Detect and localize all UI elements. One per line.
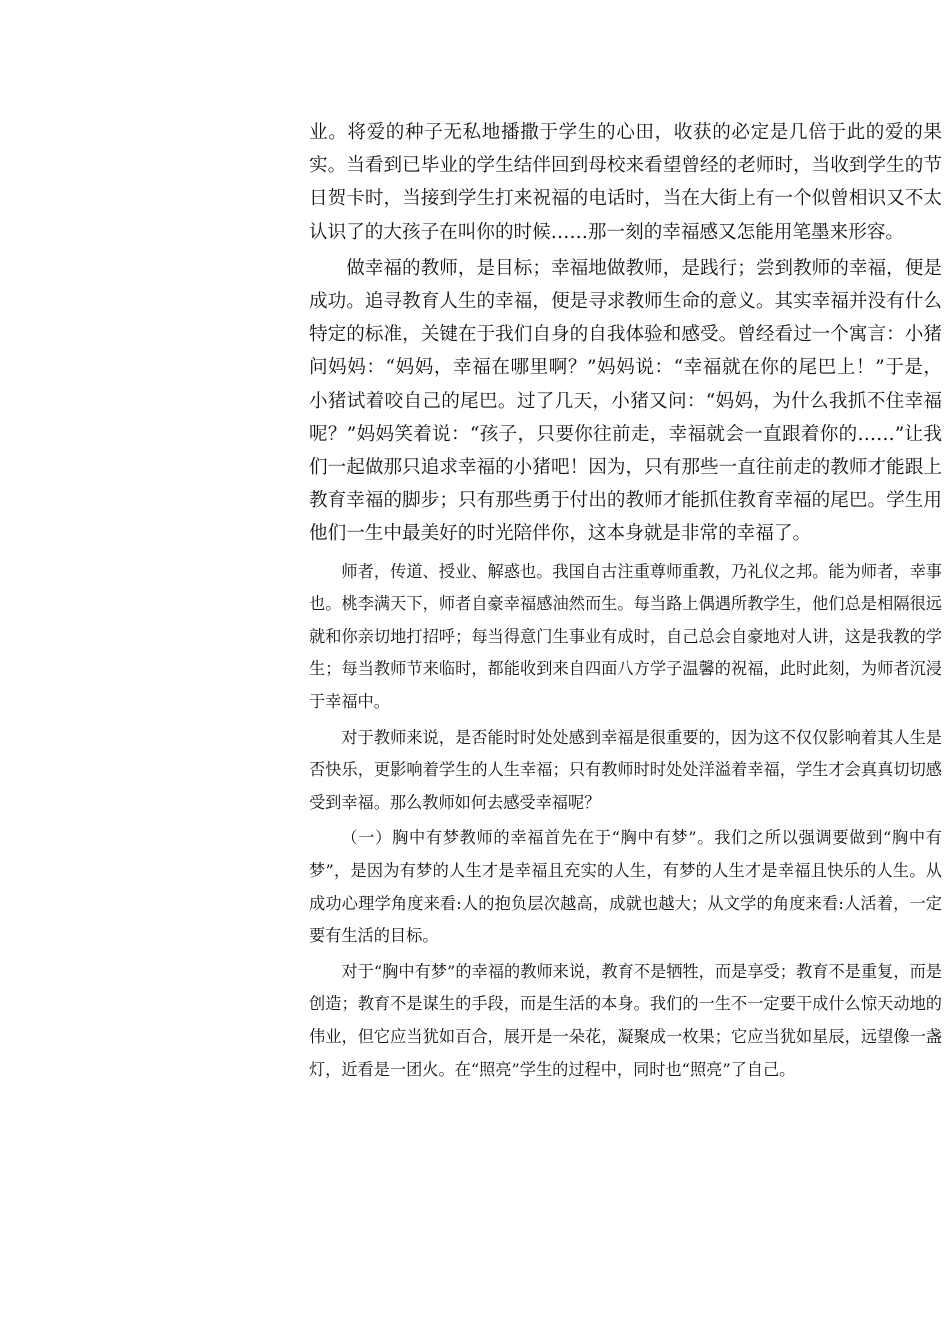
paragraph-6: 对于“胸中有梦”的幸福的教师来说，教育不是牺牲，而是享受；教育不是重复，而是创造；教育不是谋生的手段，而是生活的本身。我们的一生不一定要干成什么惊天动地的伟业，但它应当犹如百合，展开是一朵花，凝聚成一枚果；它应当犹如星辰，远望像一盏灯，近看是一团火。在“照亮”学生的过程中，同时也“照亮”了自己。	[309, 961, 942, 1079]
document-body	[309, 116, 942, 1086]
paragraph-5-section-heading: （一）胸中有梦教师的幸福首先在于“胸中有梦”。我们之所以强调要做到“胸中有梦”，是因为有梦的人生才是幸福且充实的人生，有梦的人生才是幸福且快乐的人生。从成功心理学角度来看:人的抱负层次越高，成就也越大；从文学的角度来看:人活着，一定要有生活的目标。	[309, 828, 942, 946]
paragraph-2: 做幸福的教师，是目标；幸福地做教师，是践行；尝到教师的幸福，便是成功。追寻教育人生的幸福，便是寻求教师生命的意义。其实幸福并没有什么特定的标准，关键在于我们自身的自我体验和感受。曾经看过一个寓言：小猪问妈妈：“妈妈，幸福在哪里啊？”妈妈说：“幸福就在你的尾巴上！”于是，小猪试着咬自己的尾巴。过了几天，小猪又问：“妈妈，为什么我抓不住幸福呢？”妈妈笑着说：“孩子，只要你往前走，幸福就会一直跟着你的……”让我们一起做那只追求幸福的小猪吧！因为，只有那些一直往前走的教师才能跟上教育幸福的脚步；只有那些勇于付出的教师才能抓住教育幸福的尾巴。学生用他们一生中最美好的时光陪伴你，这本身就是非常的幸福了。	[309, 257, 942, 545]
paragraph-1: 业。将爱的种子无私地播撒于学生的心田，收获的必定是几倍于此的爱的果实。当看到已毕业的学生结伴回到母校来看望曾经的老师时，当收到学生的节日贺卡时，当接到学生打来祝福的电话时，当在大街上有一个似曾相识又不太认识了的大孩子在叫你的时候……那一刻的幸福感又怎能用笔墨来形容。	[309, 122, 942, 243]
paragraph-3: 师者，传道、授业、解惑也。我国自古注重尊师重教，乃礼仪之邦。能为师者，幸事也。桃李满天下，师者自豪幸福感油然而生。每当路上偶遇所教学生，他们总是相隔很远就和你亲切地打招呼；每当得意门生事业有成时，自己总会自豪地对人讲，这是我教的学生；每当教师节来临时，都能收到来自四面八方学子温馨的祝福，此时此刻，为师者沉浸于幸福中。	[309, 561, 942, 712]
paragraph-4: 对于教师来说，是否能时时处处感到幸福是很重要的，因为这不仅仅影响着其人生是否快乐，更影响着学生的人生幸福；只有教师时时处处洋溢着幸福，学生才会真真切切感受到幸福。那么教师如何去感受幸福呢？	[309, 727, 942, 812]
